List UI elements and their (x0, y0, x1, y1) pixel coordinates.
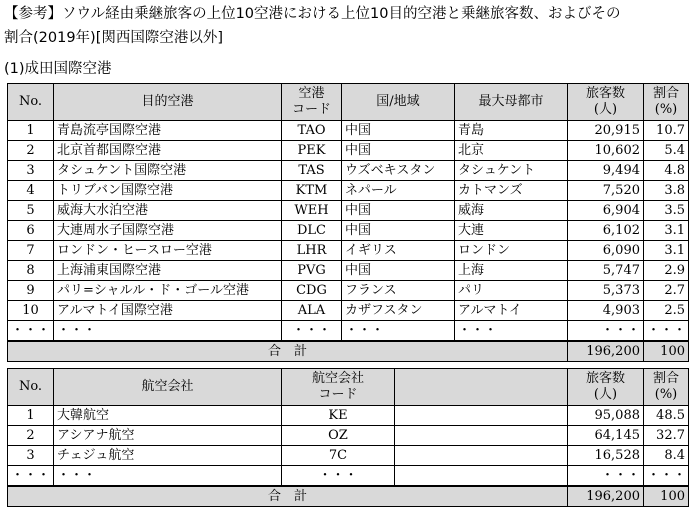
cell-pax: 16,528 (568, 446, 644, 466)
cell-no: 8 (8, 261, 54, 281)
table-header-row (8, 84, 689, 121)
cell-city: アルマトイ (455, 301, 568, 321)
cell-no: 3 (8, 161, 54, 181)
cell-no: 10 (8, 301, 54, 321)
cell-airport: アルマトイ国際空港 (54, 301, 282, 321)
cell-airline: アシアナ航空 (54, 426, 282, 446)
col-header-share (644, 84, 689, 121)
table-row (8, 281, 689, 301)
table-row (8, 241, 689, 261)
col-header-pax (568, 369, 644, 406)
table-total-row (8, 486, 689, 507)
cell-blank (395, 466, 568, 487)
section-title: (1)成田国際空港 (4, 61, 112, 77)
cell-code: WEH (282, 201, 342, 221)
cell-country: 中国 (342, 141, 455, 161)
cell-airline: ・・・ (54, 466, 282, 487)
cell-code: TAS (282, 161, 342, 181)
total-share: 100 (644, 486, 689, 507)
cell-no: 1 (8, 406, 54, 426)
cell-country: ネパール (342, 181, 455, 201)
col-header-airline-code (282, 369, 395, 406)
cell-country: 中国 (342, 121, 455, 141)
cell-no: ・・・ (8, 466, 54, 487)
cell-code: ・・・ (282, 321, 342, 342)
cell-blank (395, 446, 568, 466)
cell-code: KE (282, 406, 395, 426)
cell-city: 青島 (455, 121, 568, 141)
cell-code: TAO (282, 121, 342, 141)
col-header-pax-line1: 旅客数 (585, 371, 625, 386)
table-row (8, 466, 689, 487)
cell-pax: 6,904 (568, 201, 644, 221)
cell-pax: 6,090 (568, 241, 644, 261)
col-header-blank (395, 369, 568, 406)
cell-country: カザフスタン (342, 301, 455, 321)
cell-airport: トリブバン国際空港 (54, 181, 282, 201)
cell-code: CDG (282, 281, 342, 301)
cell-code: 7C (282, 446, 395, 466)
col-header-no: No. (8, 369, 54, 406)
col-header-airline-code-line1: 航空会社 (311, 371, 364, 386)
cell-pax: 64,145 (568, 426, 644, 446)
airlines-table (7, 368, 689, 507)
cell-airport: 北京首都国際空港 (54, 141, 282, 161)
cell-airport: 大連周水子国際空港 (54, 221, 282, 241)
cell-airport: 上海浦東国際空港 (54, 261, 282, 281)
cell-pax: ・・・ (568, 466, 644, 487)
cell-pax: 6,102 (568, 221, 644, 241)
col-header-pax-line2: (人) (593, 387, 618, 402)
cell-city: ロンドン (455, 241, 568, 261)
cell-country: ウズベキスタン (342, 161, 455, 181)
cell-city: 北京 (455, 141, 568, 161)
cell-share: 4.8 (644, 161, 689, 181)
cell-no: 3 (8, 446, 54, 466)
cell-code: OZ (282, 426, 395, 446)
table-header-row (8, 369, 689, 406)
col-header-share (644, 369, 689, 406)
cell-country: 中国 (342, 221, 455, 241)
col-header-no: No. (8, 84, 54, 121)
table-row (8, 261, 689, 281)
table-row (8, 221, 689, 241)
cell-no: ・・・ (8, 321, 54, 342)
col-header-airline: 航空会社 (54, 369, 282, 406)
cell-pax: 20,915 (568, 121, 644, 141)
cell-city: 大連 (455, 221, 568, 241)
cell-share: 2.9 (644, 261, 689, 281)
table-row (8, 201, 689, 221)
table-row (8, 321, 689, 342)
cell-code: ALA (282, 301, 342, 321)
cell-share: 3.5 (644, 201, 689, 221)
col-header-code-line1: 空港 (298, 86, 325, 101)
cell-share: ・・・ (644, 321, 689, 342)
cell-no: 4 (8, 181, 54, 201)
cell-city: 威海 (455, 201, 568, 221)
col-header-airline-code-line2: コード (318, 387, 358, 402)
cell-share: 3.8 (644, 181, 689, 201)
caption-line-2: 割合(2019年)[関西国際空港以外] (4, 30, 224, 46)
cell-no: 7 (8, 241, 54, 261)
table-row (8, 141, 689, 161)
cell-share: 48.5 (644, 406, 689, 426)
cell-city: ・・・ (455, 321, 568, 342)
cell-city: カトマンズ (455, 181, 568, 201)
col-header-code (282, 84, 342, 121)
cell-code: DLC (282, 221, 342, 241)
cell-share: 3.1 (644, 241, 689, 261)
col-header-airport: 目的空港 (54, 84, 282, 121)
cell-no: 5 (8, 201, 54, 221)
document-caption (4, 2, 690, 50)
table-row (8, 301, 689, 321)
cell-code: ・・・ (282, 466, 395, 487)
cell-no: 1 (8, 121, 54, 141)
cell-no: 6 (8, 221, 54, 241)
col-header-pax (568, 84, 644, 121)
cell-airline: チェジュ航空 (54, 446, 282, 466)
cell-country: フランス (342, 281, 455, 301)
cell-share: ・・・ (644, 466, 689, 487)
col-header-code-line2: コード (291, 102, 331, 117)
cell-city: タシュケント (455, 161, 568, 181)
cell-pax: 95,088 (568, 406, 644, 426)
col-header-country: 国/地域 (342, 84, 455, 121)
cell-country: イギリス (342, 241, 455, 261)
cell-code: KTM (282, 181, 342, 201)
cell-share: 2.7 (644, 281, 689, 301)
cell-airline: 大韓航空 (54, 406, 282, 426)
col-header-share-line2: (%) (654, 102, 678, 117)
cell-city: パリ (455, 281, 568, 301)
cell-code: LHR (282, 241, 342, 261)
destination-airports-table (7, 83, 689, 362)
cell-country: 中国 (342, 261, 455, 281)
cell-blank (395, 406, 568, 426)
col-header-share-line1: 割合 (652, 371, 679, 386)
cell-blank (395, 426, 568, 446)
cell-airport: 青島流亭国際空港 (54, 121, 282, 141)
table-row (8, 121, 689, 141)
cell-share: 2.5 (644, 301, 689, 321)
cell-no: 9 (8, 281, 54, 301)
total-share: 100 (644, 341, 689, 362)
total-pax: 196,200 (568, 486, 644, 507)
table-row (8, 181, 689, 201)
table-row (8, 426, 689, 446)
cell-code: PEK (282, 141, 342, 161)
table-row (8, 161, 689, 181)
table-total-row (8, 341, 689, 362)
col-header-share-line1: 割合 (652, 86, 679, 101)
cell-pax: 5,747 (568, 261, 644, 281)
col-header-pax-line2: (人) (593, 102, 618, 117)
total-label: 合 計 (8, 486, 568, 507)
cell-country: ・・・ (342, 321, 455, 342)
cell-pax: 9,494 (568, 161, 644, 181)
cell-share: 5.4 (644, 141, 689, 161)
cell-share: 8.4 (644, 446, 689, 466)
cell-airport: 威海大水泊空港 (54, 201, 282, 221)
cell-airport: タシュケント国際空港 (54, 161, 282, 181)
cell-no: 2 (8, 141, 54, 161)
cell-share: 3.1 (644, 221, 689, 241)
cell-pax: 7,520 (568, 181, 644, 201)
table-row (8, 446, 689, 466)
cell-country: 中国 (342, 201, 455, 221)
col-header-share-line2: (%) (654, 387, 678, 402)
total-pax: 196,200 (568, 341, 644, 362)
cell-airport: ロンドン・ヒースロー空港 (54, 241, 282, 261)
table-row (8, 406, 689, 426)
cell-pax: ・・・ (568, 321, 644, 342)
col-header-city: 最大母都市 (455, 84, 568, 121)
cell-share: 10.7 (644, 121, 689, 141)
cell-pax: 10,602 (568, 141, 644, 161)
cell-share: 32.7 (644, 426, 689, 446)
cell-city: 上海 (455, 261, 568, 281)
cell-airport: ・・・ (54, 321, 282, 342)
col-header-pax-line1: 旅客数 (585, 86, 625, 101)
cell-no: 2 (8, 426, 54, 446)
cell-pax: 4,903 (568, 301, 644, 321)
caption-line-1: 【参考】ソウル経由乗継旅客の上位10空港における上位10目的空港と乗継旅客数、およびその (4, 6, 621, 22)
cell-airport: パリ=シャルル・ド・ゴール空港 (54, 281, 282, 301)
total-label: 合 計 (8, 341, 568, 362)
cell-code: PVG (282, 261, 342, 281)
cell-pax: 5,373 (568, 281, 644, 301)
